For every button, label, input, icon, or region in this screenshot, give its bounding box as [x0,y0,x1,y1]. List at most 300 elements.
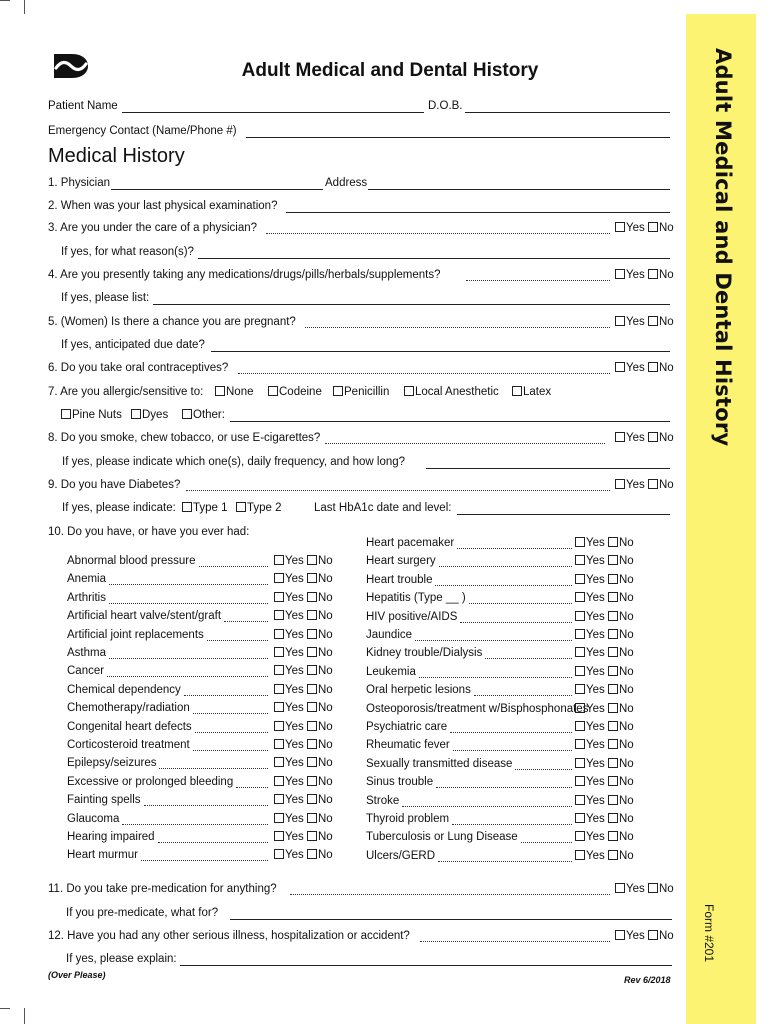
condition-label: Osteoporosis/treatment w/Bisphosphonates [366,702,589,715]
allergy-option[interactable] [404,386,499,398]
checkbox[interactable] [307,813,317,823]
condition-yes-no[interactable] [575,703,634,715]
q4-yes-no[interactable] [615,269,674,281]
checkbox[interactable] [307,739,317,749]
no-label: No [317,628,333,641]
checkbox[interactable] [648,432,658,442]
no-label: No [618,794,634,807]
checkbox[interactable] [274,665,284,675]
premedication-field[interactable] [230,919,672,920]
condition-label: Stroke [366,794,400,807]
condition-yes-no[interactable] [274,721,333,733]
yes-label: Yes [586,647,605,660]
leader-dots [485,658,572,659]
condition-label: Thyroid problem [366,813,450,825]
no-label: No [618,629,634,641]
checkbox[interactable] [274,794,284,804]
checkbox[interactable] [615,222,625,232]
yes-label: Yes [626,316,645,328]
q4-follow-field[interactable] [153,304,670,305]
checkbox[interactable] [274,813,284,823]
leader-dots [266,233,610,234]
leader-dots [436,787,572,788]
leader-dots [238,373,610,374]
leader-dots [193,750,268,751]
no-label: No [658,362,674,374]
checkbox[interactable] [307,757,317,767]
checkbox[interactable] [608,684,618,694]
condition-label: Hearing impaired [67,831,155,843]
no-label: No [618,739,634,752]
checkbox[interactable] [307,831,317,841]
crop-mark [0,0,10,1]
checkbox[interactable] [575,758,585,768]
condition-yes-no[interactable] [575,684,634,696]
checkbox[interactable] [131,409,141,419]
checkbox[interactable] [648,316,658,326]
q8-yes-no[interactable] [615,432,674,444]
emergency-contact-label: Emergency Contact (Name/Phone #) [48,125,237,137]
allergy-option[interactable] [333,386,389,398]
type2-label: Type 2 [247,502,282,514]
checkbox[interactable] [215,386,225,396]
leader-dots [460,622,572,623]
leader-dots [415,640,572,641]
q6-label: 6. Do you take oral contraceptives? [48,362,229,374]
q8-follow-label: If yes, please indicate which one(s), daily frequency, and how long? [62,456,406,468]
allergy-label: Pine Nuts [72,409,122,421]
checkbox[interactable] [575,739,585,749]
q1-address-label: Address [325,177,368,189]
no-label: No [658,930,674,942]
yes-label: Yes [586,757,605,770]
checkbox[interactable] [307,647,317,657]
checkbox[interactable] [307,702,317,712]
allergy-option[interactable] [512,386,551,398]
condition-yes-no[interactable] [575,611,634,623]
hba1c-field[interactable] [457,514,670,515]
checkbox[interactable] [608,739,618,749]
condition-label: Chemotherapy/radiation [67,702,190,715]
no-label: No [317,665,333,678]
checkbox[interactable] [274,684,284,694]
yes-label: Yes [285,665,304,678]
leader-dots [195,732,268,733]
leader-dots [109,658,268,659]
yes-label: Yes [285,702,304,715]
leader-dots [122,824,268,825]
yes-label: Yes [586,555,605,568]
leader-dots [207,640,268,641]
condition-label: Heart surgery [366,555,436,568]
q12-follow-label: If yes, please explain: [66,953,177,965]
q6-yes-no[interactable] [615,362,674,374]
checkbox[interactable] [575,555,585,565]
checkbox[interactable] [61,409,71,419]
checkbox[interactable] [274,629,284,639]
checkbox[interactable] [307,592,317,602]
no-label: No [618,647,634,660]
yes-label: Yes [586,537,605,549]
q8-label: 8. Do you smoke, chew tobacco, or use E-cigarettes? [48,432,321,444]
condition-yes-no[interactable] [274,757,333,769]
type2-option[interactable] [236,502,282,514]
q3-follow-label: If yes, for what reason(s)? [61,246,194,258]
leader-dots [141,860,268,861]
yes-label: Yes [586,684,605,697]
checkbox[interactable] [608,537,618,547]
condition-label: Artificial joint replacements [67,628,204,641]
condition-yes-no[interactable] [274,573,333,585]
type1-option[interactable] [182,502,228,514]
no-label: No [618,592,634,605]
no-label: No [618,776,634,789]
leader-dots [474,695,572,696]
checkbox[interactable] [608,776,618,786]
checkbox[interactable] [274,721,284,731]
checkbox[interactable] [274,573,284,583]
leader-dots [521,842,572,843]
checkbox[interactable] [274,849,284,859]
checkbox[interactable] [608,611,618,621]
condition-yes-no[interactable] [575,776,634,788]
condition-yes-no[interactable] [274,665,333,677]
no-label: No [317,720,333,733]
checkbox[interactable] [608,592,618,602]
form-number: Form #201 [702,904,716,963]
q5-yes-no[interactable] [615,316,674,328]
leader-dots [450,732,572,733]
leader-dots [144,805,268,806]
checkbox[interactable] [608,666,618,676]
condition-label: Sexually transmitted disease [366,757,513,770]
checkbox[interactable] [575,611,585,621]
no-label: No [618,813,634,825]
allergy-option[interactable] [131,409,168,421]
q12-yes-no[interactable] [615,930,674,942]
condition-yes-no[interactable] [274,684,333,696]
condition-label: Anemia [67,573,106,586]
leader-dots [236,787,268,788]
no-label: No [317,591,333,604]
over-please-note: (Over Please) [48,970,106,980]
condition-yes-no[interactable] [575,850,634,862]
checkbox[interactable] [307,776,317,786]
checkbox[interactable] [307,555,317,565]
checkbox[interactable] [274,757,284,767]
no-label: No [618,573,634,586]
checkbox[interactable] [236,502,246,512]
checkbox[interactable] [608,795,618,805]
leader-dots [453,750,572,751]
leader-dots [159,768,268,769]
leader-dots [515,769,572,770]
checkbox[interactable] [575,629,585,639]
checkbox[interactable] [575,574,585,584]
condition-yes-no[interactable] [575,592,634,604]
leader-dots [402,806,572,807]
checkbox[interactable] [615,362,625,372]
allergy-other-field[interactable] [230,421,670,422]
condition-yes-no[interactable] [575,666,634,678]
leader-dots [325,443,605,444]
leader-dots [419,677,572,678]
q5-label: 5. (Women) Is there a chance you are pregnant? [48,316,296,328]
checkbox[interactable] [575,831,585,841]
crop-mark [24,0,25,14]
condition-label: Rheumatic fever [366,739,450,752]
patient-name-field[interactable] [122,112,424,113]
allergy-option[interactable] [182,409,225,421]
yes-label: Yes [285,720,304,733]
clinic-logo-icon [52,52,90,80]
checkbox[interactable] [615,269,625,279]
condition-yes-no[interactable] [575,831,634,843]
no-label: No [618,849,634,862]
checkbox[interactable] [608,721,618,731]
yes-label: Yes [626,362,645,374]
condition-yes-no[interactable] [274,592,333,604]
checkbox[interactable] [575,537,585,547]
leader-dots [158,842,268,843]
checkbox[interactable] [615,316,625,326]
condition-label: Cancer [67,665,105,678]
checkbox[interactable] [575,666,585,676]
checkbox[interactable] [307,610,317,620]
yes-label: Yes [586,629,605,641]
yes-label: Yes [586,573,605,586]
yes-label: Yes [285,628,304,641]
checkbox[interactable] [575,684,585,694]
address-field[interactable] [368,189,670,190]
checkbox[interactable] [274,831,284,841]
condition-yes-no[interactable] [274,794,333,806]
q9-yes-no[interactable] [615,479,674,491]
checkbox[interactable] [274,592,284,602]
condition-yes-no[interactable] [274,849,333,861]
checkbox[interactable] [615,930,625,940]
yes-label: Yes [285,849,304,862]
q11-yes-no[interactable] [615,883,674,895]
emergency-contact-field[interactable] [246,137,670,138]
q3-yes-no[interactable] [615,222,674,234]
checkbox[interactable] [333,386,343,396]
condition-yes-no[interactable] [575,795,634,807]
checkbox[interactable] [307,794,317,804]
yes-label: Yes [285,739,304,751]
q1-physician-label: 1. Physician [48,177,111,189]
condition-label: Ulcers/GERD [366,849,436,862]
yes-label: Yes [285,794,304,807]
condition-yes-no[interactable] [274,813,333,825]
crop-mark [24,1008,25,1024]
hba1c-label: Last HbA1c date and level: [314,502,452,514]
checkbox[interactable] [575,703,585,713]
condition-label: Fainting spells [67,794,141,807]
condition-yes-no[interactable] [274,831,333,843]
checkbox[interactable] [307,573,317,583]
revision-date: Rev 6/2018 [624,975,671,985]
checkbox[interactable] [608,629,618,639]
checkbox[interactable] [608,850,618,860]
checkbox[interactable] [274,776,284,786]
leader-dots [107,676,268,677]
checkbox[interactable] [608,574,618,584]
q10-label: 10. Do you have, or have you ever had: [48,526,250,538]
checkbox[interactable] [648,883,658,893]
q3-label: 3. Are you under the care of a physician? [48,222,258,234]
leader-dots [452,824,572,825]
condition-label: Kidney trouble/Dialysis [366,647,483,660]
condition-label: Congenital heart defects [67,720,192,733]
condition-yes-no[interactable] [575,574,634,586]
yes-label: Yes [285,591,304,604]
checkbox[interactable] [404,386,414,396]
checkbox[interactable] [575,850,585,860]
q3-follow-field[interactable] [198,258,670,259]
allergy-option[interactable] [215,386,254,398]
checkbox[interactable] [268,386,278,396]
no-label: No [317,555,333,567]
q4-label: 4. Are you presently taking any medications/drugs/pills/herbals/supplements? [48,269,441,281]
no-label: No [317,831,333,843]
no-label: No [317,812,333,825]
due-date-field[interactable] [211,351,670,352]
condition-yes-no[interactable] [274,647,333,659]
no-label: No [317,647,333,659]
dob-field[interactable] [465,112,670,113]
condition-yes-no[interactable] [575,739,634,751]
yes-label: Yes [586,721,605,733]
checkbox[interactable] [648,269,658,279]
no-label: No [317,794,333,807]
yes-label: Yes [285,757,304,770]
condition-label: Chemical dependency [67,683,181,696]
dob-label: D.O.B. [428,100,463,112]
checkbox[interactable] [608,647,618,657]
no-label: No [658,316,674,328]
checkbox[interactable] [608,555,618,565]
condition-yes-no[interactable] [575,555,634,567]
physician-field[interactable] [111,189,323,190]
checkbox[interactable] [307,721,317,731]
q11-follow-label: If you pre-medicate, what for? [66,907,219,919]
checkbox[interactable] [274,739,284,749]
yes-label: Yes [586,592,605,605]
yes-label: Yes [586,794,605,807]
condition-label: Sinus trouble [366,776,434,789]
last-exam-field[interactable] [286,212,670,213]
no-label: No [618,537,634,549]
checkbox[interactable] [575,592,585,602]
condition-yes-no[interactable] [274,739,333,751]
yes-label: Yes [626,269,645,281]
allergy-label: Latex [523,386,552,398]
yes-label: Yes [285,610,304,623]
checkbox[interactable] [575,776,585,786]
condition-label: Tuberculosis or Lung Disease [366,831,518,844]
condition-label: Heart murmur [67,849,138,862]
checkbox[interactable] [307,684,317,694]
allergy-option[interactable] [268,386,322,398]
condition-label: Excessive or prolonged bleeding [67,775,234,788]
checkbox[interactable] [575,647,585,657]
checkbox[interactable] [648,222,658,232]
condition-label: Jaundice [366,629,413,641]
q11-label: 11. Do you take pre-medication for anything? [48,883,277,895]
condition-yes-no[interactable] [274,555,333,567]
condition-yes-no[interactable] [274,776,333,788]
form-title: Adult Medical and Dental History [241,60,539,81]
no-label: No [618,831,634,844]
no-label: No [317,775,333,788]
checkbox[interactable] [648,362,658,372]
checkbox[interactable] [608,831,618,841]
yes-label: Yes [285,573,304,586]
no-label: No [658,479,674,491]
checkbox[interactable] [512,386,522,396]
checkbox[interactable] [274,647,284,657]
condition-yes-no[interactable] [575,647,634,659]
checkbox[interactable] [274,555,284,565]
condition-yes-no[interactable] [575,813,634,825]
condition-yes-no[interactable] [575,721,634,733]
checkbox[interactable] [608,758,618,768]
tobacco-details-field[interactable] [426,468,670,469]
leader-dots [438,861,572,862]
condition-label: Psychiatric care [366,721,448,733]
condition-label: Artificial heart valve/stent/graft [67,610,222,623]
condition-yes-no[interactable] [575,758,634,770]
checkbox[interactable] [307,849,317,859]
checkbox[interactable] [648,479,658,489]
checkbox[interactable] [615,479,625,489]
checkbox[interactable] [274,610,284,620]
condition-yes-no[interactable] [274,629,333,641]
checkbox[interactable] [575,795,585,805]
checkbox[interactable] [182,409,192,419]
checkbox[interactable] [608,703,618,713]
checkbox[interactable] [575,813,585,823]
condition-label: Glaucoma [67,812,120,825]
checkbox[interactable] [615,432,625,442]
allergy-option[interactable] [61,409,122,421]
allergy-label: Dyes [142,409,169,421]
checkbox[interactable] [307,629,317,639]
leader-dots [305,327,610,328]
condition-yes-no[interactable] [274,702,333,714]
checkbox[interactable] [648,930,658,940]
patient-name-label: Patient Name [48,100,118,112]
condition-yes-no[interactable] [575,537,634,549]
illness-explain-field[interactable] [180,965,672,966]
no-label: No [658,432,674,444]
no-label: No [658,222,674,234]
yes-label: Yes [586,702,605,715]
checkbox[interactable] [608,813,618,823]
condition-label: Epilepsy/seizures [67,757,157,770]
checkbox[interactable] [182,502,192,512]
checkbox[interactable] [307,665,317,675]
checkbox[interactable] [575,721,585,731]
leader-dots [184,695,268,696]
condition-yes-no[interactable] [274,610,333,622]
checkbox[interactable] [615,883,625,893]
condition-yes-no[interactable] [575,629,634,641]
allergy-label: Penicillin [344,386,390,398]
checkbox[interactable] [274,702,284,712]
no-label: No [317,573,333,586]
